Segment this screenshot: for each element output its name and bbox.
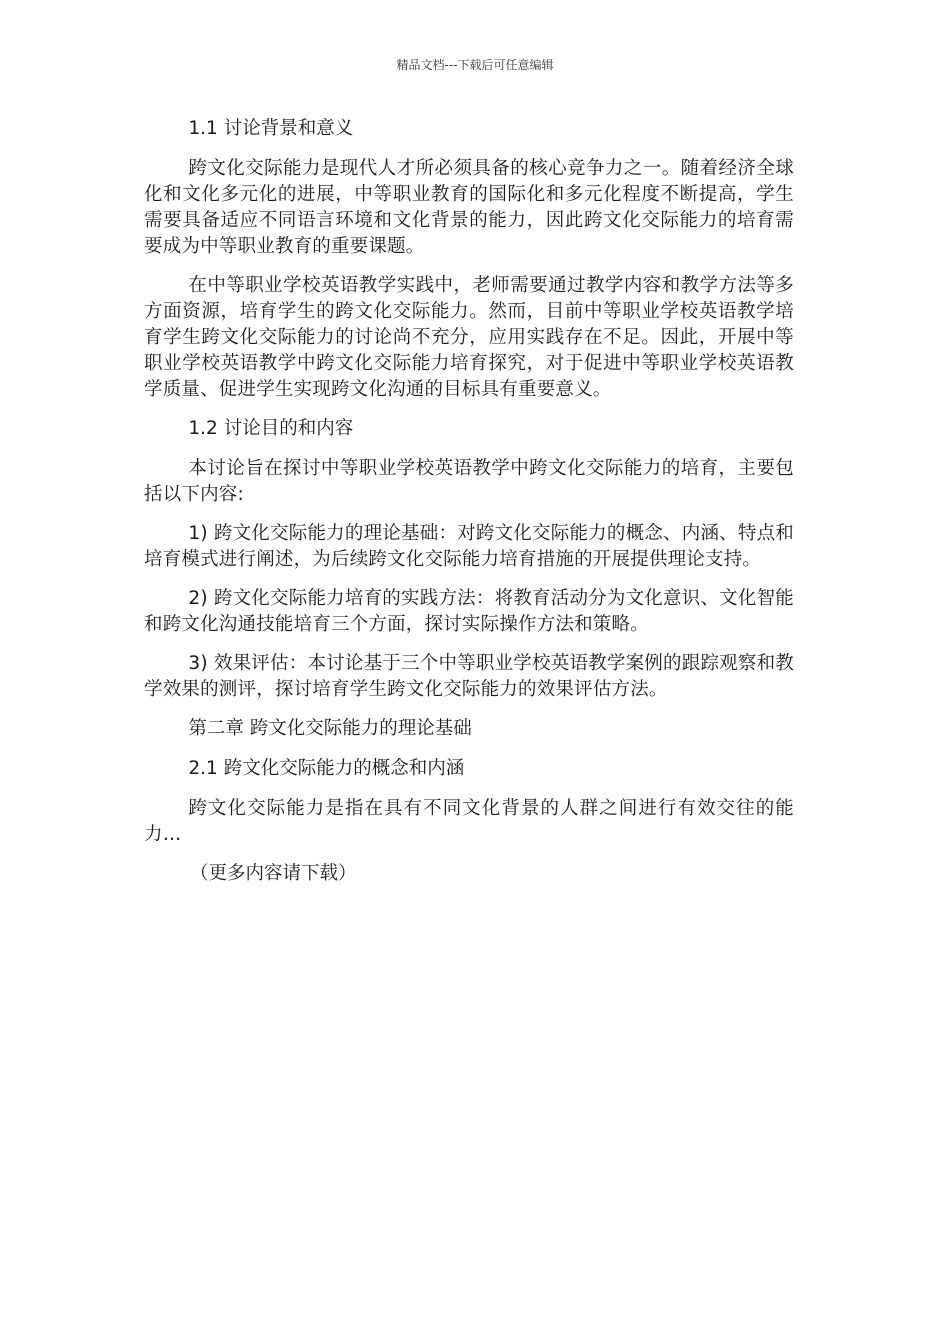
page-header: 精品文档---下载后可任意编辑 <box>396 58 554 72</box>
section-heading-2-1: 2.1 跨文化交际能力的概念和内涵 <box>188 758 465 779</box>
list-item-theory: 1) 跨文化交际能力的理论基础：对跨文化交际能力的概念、内涵、特点和培育模式进行阐述，为后续跨文化交际能力培育措施的开展提供理论支持。 <box>144 523 794 570</box>
paragraph-practice: 在中等职业学校英语教学实践中，老师需要通过教学内容和教学方法等多方面资源，培育学生的跨文化交际能力。然而，目前中等职业学校英语教学培育学生跨文化交际能力的讨论尚不充分，应用实践存在不足。因此，开展中等职业学校英语教学中跨文化交际能力培育探究，对于促进中等职业学校英语教学质量、促进学生实现跨文化沟通的目标具有重要意义。 <box>144 275 794 400</box>
document-body <box>144 116 794 887</box>
list-item-evaluation: 3) 效果评估：本讨论基于三个中等职业学校英语教学案例的跟踪观察和教学效果的测评，探讨培育学生跨文化交际能力的效果评估方法。 <box>144 653 794 700</box>
paragraph-definition: 跨文化交际能力是指在具有不同文化背景的人群之间进行有效交往的能力… <box>144 798 794 845</box>
paragraph-background: 跨文化交际能力是现代人才所必须具备的核心竞争力之一。随着经济全球化和文化多元化的进展，中等职业教育的国际化和多元化程度不断提高，学生需要具备适应不同语言环境和文化背景的能力，因此跨文化交际能力的培育需要成为中等职业教育的重要课题。 <box>144 158 794 257</box>
list-item-practice-methods: 2) 跨文化交际能力培育的实践方法：将教育活动分为文化意识、文化智能和跨文化沟通技能培育三个方面，探讨实际操作方法和策略。 <box>144 588 794 635</box>
chapter-heading-2: 第二章 跨文化交际能力的理论基础 <box>188 718 472 739</box>
more-content-link[interactable]: （更多内容请下载） <box>190 863 357 884</box>
section-heading-1-2: 1.2 讨论目的和内容 <box>188 418 354 439</box>
paragraph-purpose: 本讨论旨在探讨中等职业学校英语教学中跨文化交际能力的培育，主要包括以下内容: <box>144 458 794 505</box>
section-heading-1-1: 1.1 讨论背景和意义 <box>188 118 354 139</box>
